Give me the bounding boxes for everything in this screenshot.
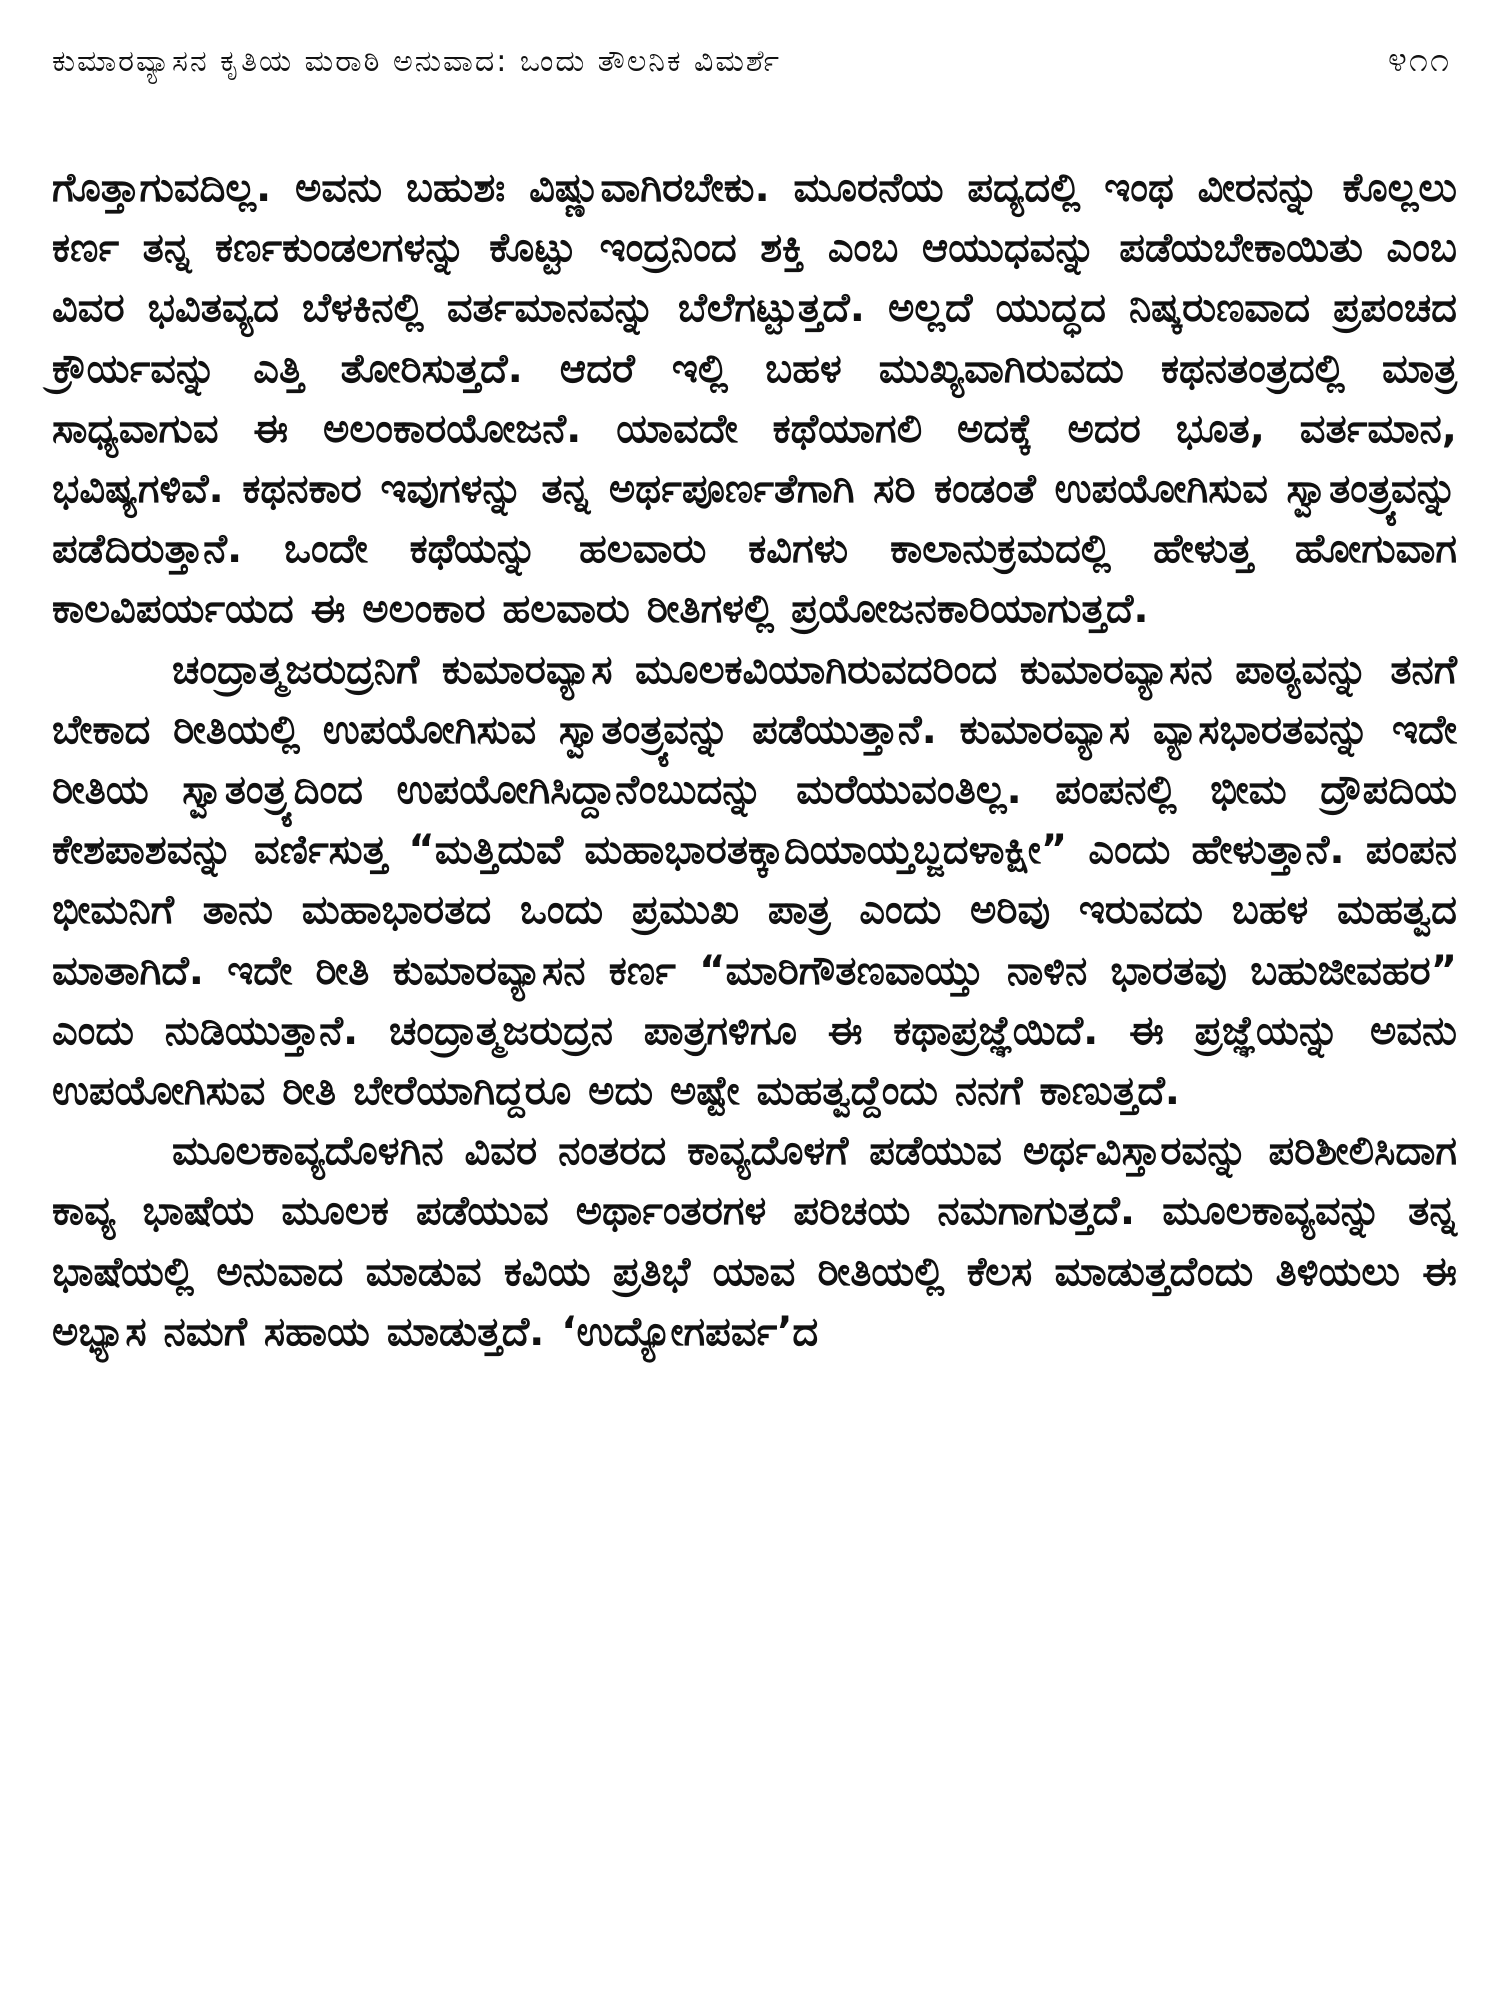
running-title: ಕುಮಾರವ್ಯಾಸನ ಕೃತಿಯ ಮರಾಠಿ ಅನುವಾದ: ಒಂದು ತೌಲನಿಕ ವಿಮರ್ಶೆ [52, 44, 782, 79]
paragraph: ಮೂಲಕಾವ್ಯದೊಳಗಿನ ವಿವರ ನಂತರದ ಕಾವ್ಯದೊಳಗೆ ಪಡೆಯುವ ಅರ್ಥವಿಸ್ತಾರವನ್ನು ಪರಿಶೀಲಿಸಿದಾಗ ಕಾವ್ಯ ಭಾಷೆಯ ಮೂಲಕ ಪಡೆಯುವ ಅರ್ಥಾಂತರಗಳ ಪರಿಚಯ ನಮಗಾಗುತ್ತದೆ. ಮೂಲಕಾವ್ಯವನ್ನು ತನ್ನ ಭಾಷೆಯಲ್ಲಿ ಅನುವಾದ ಮಾಡುವ ಕವಿಯ ಪ್ರತಿಭೆ ಯಾವ ರೀತಿಯಲ್ಲಿ ಕೆಲಸ ಮಾಡುತ್ತದೆಂದು ತಿಳಿಯಲು ಈ ಅಭ್ಯಾಸ ನಮಗೆ ಸಹಾಯ ಮಾಡುತ್ತದೆ. ‘ಉದ್ಯೋಗಪರ್ವ’ದ [52, 1128, 1457, 1355]
paragraph: ಚಂದ್ರಾತ್ಮಜರುದ್ರನಿಗೆ ಕುಮಾರವ್ಯಾಸ ಮೂಲಕವಿಯಾಗಿರುವದರಿಂದ ಕುಮಾರವ್ಯಾಸನ ಪಾಠ್ಯವನ್ನು ತನಗೆ ಬೇಕಾದ ರೀತಿಯಲ್ಲಿ ಉಪಯೋಗಿಸುವ ಸ್ವಾತಂತ್ರ್ಯವನ್ನು ಪಡೆಯುತ್ತಾನೆ. ಕುಮಾರವ್ಯಾಸ ವ್ಯಾಸಭಾರತವನ್ನು ಇದೇ ರೀತಿಯ ಸ್ವಾತಂತ್ರ್ಯದಿಂದ ಉಪಯೋಗಿಸಿದ್ದಾನೆಂಬುದನ್ನು ಮರೆಯುವಂತಿಲ್ಲ. ಪಂಪನಲ್ಲಿ ಭೀಮ ದ್ರೌಪದಿಯ ಕೇಶಪಾಶವನ್ನು ವರ್ಣಿಸುತ್ತ “ಮತ್ತಿದುವೆ ಮಹಾಭಾರತಕ್ಕಾದಿಯಾಯ್ತಬ್ಜದಳಾಕ್ಷೀ” ಎಂದು ಹೇಳುತ್ತಾನೆ. ಪಂಪನ ಭೀಮನಿಗೆ ತಾನು ಮಹಾಭಾರತದ ಒಂದು ಪ್ರಮುಖ ಪಾತ್ರ ಎಂದು ಅರಿವು ಇರುವದು ಬಹಳ ಮಹತ್ವದ ಮಾತಾಗಿದೆ. ಇದೇ ರೀತಿ ಕುಮಾರವ್ಯಾಸನ ಕರ್ಣ “ಮಾರಿಗೌತಣವಾಯ್ತು ನಾಳಿನ ಭಾರತವು ಬಹುಜೀವಹರ” ಎಂದು ನುಡಿಯುತ್ತಾನೆ. ಚಂದ್ರಾತ್ಮಜರುದ್ರನ ಪಾತ್ರಗಳಿಗೂ ಈ ಕಥಾಪ್ರಜ್ಞೆಯಿದೆ. ಈ ಪ್ರಜ್ಞೆಯನ್ನು ಅವನು ಉಪಯೋಗಿಸುವ ರೀತಿ ಬೇರೆಯಾಗಿದ್ದರೂ ಅದು ಅಷ್ಟೇ ಮಹತ್ವದ್ದೆಂದು ನನಗೆ ಕಾಣುತ್ತದೆ. [52, 646, 1457, 1115]
page-number: ೪೧೧ [1387, 40, 1451, 80]
running-header [52, 40, 1457, 100]
page-body [52, 158, 1457, 1362]
book-page [52, 40, 1457, 1970]
paragraph-continued: ಗೊತ್ತಾಗುವದಿಲ್ಲ. ಅವನು ಬಹುಶಃ ವಿಷ್ಣುವಾಗಿರಬೇಕು. ಮೂರನೆಯ ಪದ್ಯದಲ್ಲಿ ಇಂಥ ವೀರನನ್ನು ಕೊಲ್ಲಲು ಕರ್ಣ ತನ್ನ ಕರ್ಣಕುಂಡಲಗಳನ್ನು ಕೊಟ್ಟು ಇಂದ್ರನಿಂದ ಶಕ್ತಿ ಎಂಬ ಆಯುಧವನ್ನು ಪಡೆಯಬೇಕಾಯಿತು ಎಂಬ ವಿವರ ಭವಿತವ್ಯದ ಬೆಳಕಿನಲ್ಲಿ ವರ್ತಮಾನವನ್ನು ಬೆಲೆಗಟ್ಟುತ್ತದೆ. ಅಲ್ಲದೆ ಯುದ್ಧದ ನಿಷ್ಕರುಣವಾದ ಪ್ರಪಂಚದ ಕ್ರೌರ್ಯವನ್ನು ಎತ್ತಿ ತೋರಿಸುತ್ತದೆ. ಆದರೆ ಇಲ್ಲಿ ಬಹಳ ಮುಖ್ಯವಾಗಿರುವದು ಕಥನತಂತ್ರದಲ್ಲಿ ಮಾತ್ರ ಸಾಧ್ಯವಾಗುವ ಈ ಅಲಂಕಾರಯೋಜನೆ. ಯಾವದೇ ಕಥೆಯಾಗಲಿ ಅದಕ್ಕೆ ಅದರ ಭೂತ, ವರ್ತಮಾನ, ಭವಿಷ್ಯಗಳಿವೆ. ಕಥನಕಾರ ಇವುಗಳನ್ನು ತನ್ನ ಅರ್ಥಪೂರ್ಣತೆಗಾಗಿ ಸರಿ ಕಂಡಂತೆ ಉಪಯೋಗಿಸುವ ಸ್ವಾತಂತ್ರ್ಯವನ್ನು ಪಡೆದಿರುತ್ತಾನೆ. ಒಂದೇ ಕಥೆಯನ್ನು ಹಲವಾರು ಕವಿಗಳು ಕಾಲಾನುಕ್ರಮದಲ್ಲಿ ಹೇಳುತ್ತ ಹೋಗುವಾಗ ಕಾಲವಿಪರ್ಯಯದ ಈ ಅಲಂಕಾರ ಹಲವಾರು ರೀತಿಗಳಲ್ಲಿ ಪ್ರಯೋಜನಕಾರಿಯಾಗುತ್ತದೆ. [52, 165, 1457, 633]
